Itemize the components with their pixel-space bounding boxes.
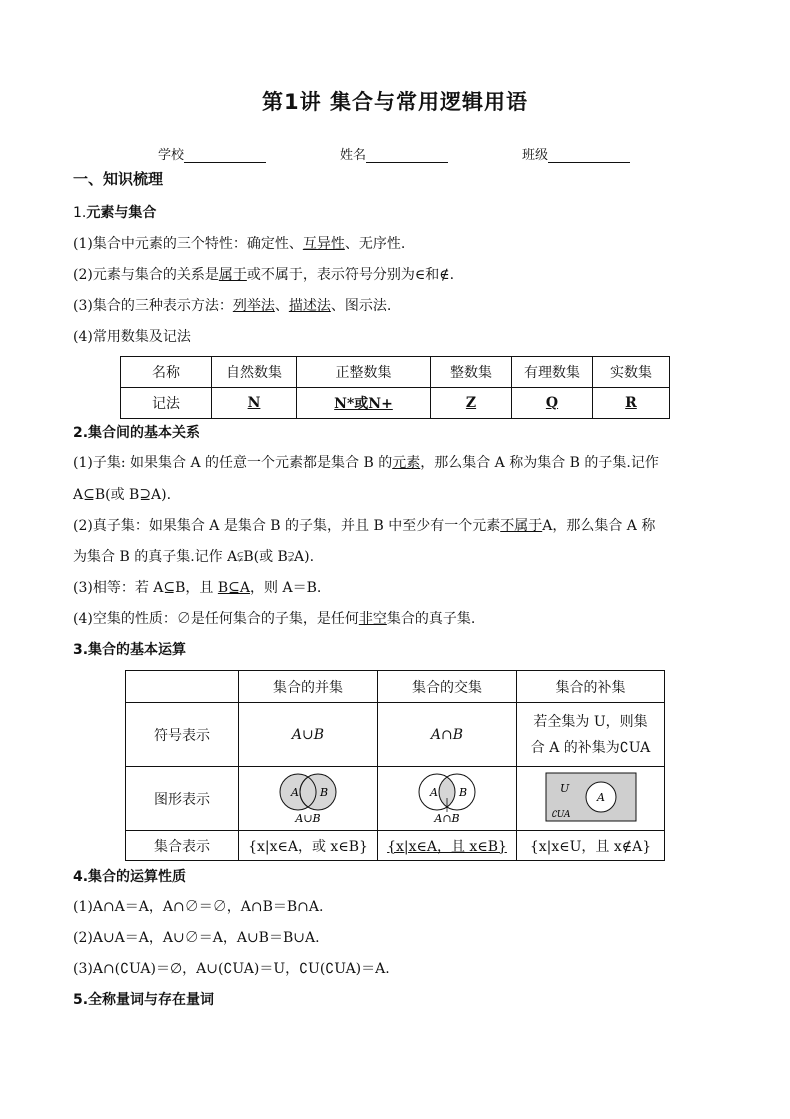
heading-quantifiers: 5.全称量词与存在量词 (73, 992, 215, 1008)
table-row: 图形表示 A B A∪B A B A∩B U A ∁UA (126, 767, 665, 831)
heading-set-relations: 2.集合间的基本关系 (73, 425, 201, 441)
table-row: 记法 N N*或N+ Z Q R (121, 388, 670, 419)
paragraph-representation-methods: (3)集合的三种表示方法：列举法、描述法、图示法. (73, 298, 392, 314)
page-title: 第1讲 集合与常用逻辑用语 (262, 90, 528, 114)
svg-text:A: A (596, 790, 605, 804)
intersection-venn-diagram (407, 768, 487, 826)
table-row: 名称 自然数集 正整数集 整数集 有理数集 实数集 (121, 357, 670, 388)
paragraph-proper-subset-notation: 为集合 B 的真子集.记作 A⫋B(或 B⫌A). (73, 549, 315, 565)
paragraph-union-properties: (2)A∪A＝A，A∪∅＝A，A∪B＝B∪A. (73, 930, 320, 946)
svg-text:A∪B: A∪B (295, 811, 321, 825)
section-heading-knowledge: 一、知识梳理 (73, 170, 164, 188)
number-sets-table (120, 356, 670, 419)
paragraph-intersection-properties: (1)A∩A＝A，A∩∅＝∅，A∩B＝B∩A. (73, 899, 324, 915)
paragraph-proper-subset: (2)真子集：如果集合 A 是集合 B 的子集，并且 B 中至少有一个元素不属于A，那么集合 A 称 (73, 518, 656, 534)
complement-venn-diagram (543, 770, 639, 824)
paragraph-subset: (1)子集: 如果集合 A 的任意一个元素都是集合 B 的元素，那么集合 A 称为集合 B 的子集.记作 (73, 455, 659, 471)
table-row: 集合表示 {x|x∈A，或 x∈B} {x|x∈A，且 x∈B} {x|x∈U，且 x∉A} (126, 831, 665, 861)
paragraph-complement-properties: (3)A∩(∁UA)＝∅，A∪(∁UA)＝U，∁U(∁UA)＝A. (73, 961, 390, 977)
svg-text:U: U (559, 781, 569, 795)
svg-text:B: B (320, 785, 329, 799)
name-field: 姓名 (340, 144, 448, 163)
table-row: 符号表示 A∪B A∩B 若全集为 U，则集 合 A 的补集为∁UA (126, 703, 665, 767)
heading-operation-properties: 4.集合的运算性质 (73, 869, 187, 885)
paragraph-equality: (3)相等：若 A⊆B，且 B⊆A，则 A＝B. (73, 580, 322, 596)
paragraph-empty-set: (4)空集的性质：∅是任何集合的子集，是任何非空集合的真子集. (73, 611, 476, 627)
union-venn-diagram (268, 768, 348, 826)
class-field: 班级 (522, 144, 630, 163)
heading-elements-and-sets: 1.元素与集合 (73, 205, 157, 221)
table-row: 集合的并集 集合的交集 集合的补集 (126, 671, 665, 703)
school-field: 学校 (158, 144, 266, 163)
svg-text:∁UA: ∁UA (550, 809, 571, 820)
paragraph-set-properties: (1)集合中元素的三个特性：确定性、互异性、无序性. (73, 236, 406, 252)
svg-text:A∩B: A∩B (434, 811, 460, 825)
paragraph-element-relation: (2)元素与集合的关系是属于或不属于，表示符号分别为∈和∉. (73, 267, 455, 283)
svg-text:B: B (459, 785, 468, 799)
paragraph-number-sets: (4)常用数集及记法 (73, 329, 191, 345)
paragraph-subset-notation: A⊆B(或 B⊇A). (73, 487, 172, 503)
set-operations-table (125, 670, 665, 861)
svg-text:A: A (430, 785, 438, 799)
heading-set-operations: 3.集合的基本运算 (73, 642, 187, 658)
svg-text:A: A (291, 785, 299, 799)
